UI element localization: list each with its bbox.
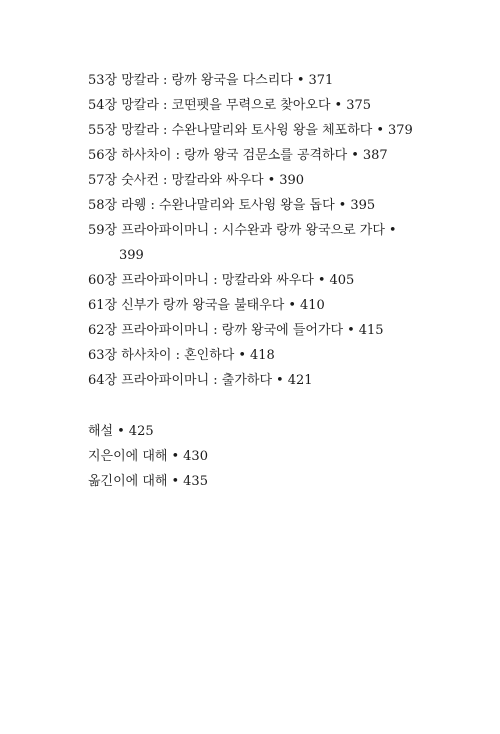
entry-bullet: • bbox=[117, 424, 125, 439]
entry-bullet: • bbox=[338, 198, 347, 213]
entry-bullet: • bbox=[296, 73, 305, 88]
entry-page: 395 bbox=[350, 198, 376, 213]
entry-page: 415 bbox=[358, 323, 384, 338]
toc-entry bbox=[88, 343, 418, 368]
entry-page: 421 bbox=[287, 373, 313, 388]
entry-title: 지은이에 대해 bbox=[88, 449, 168, 464]
entry-page: 399 bbox=[119, 248, 144, 263]
entry-bullet: • bbox=[276, 373, 284, 388]
entry-page: 387 bbox=[362, 148, 388, 163]
chapter-list bbox=[88, 68, 418, 393]
entry-page: 410 bbox=[300, 298, 325, 313]
entry-page: 379 bbox=[388, 123, 413, 138]
toc-entry bbox=[88, 444, 418, 469]
entry-title: 64장 프라아파이마니 : 출가하다 bbox=[88, 373, 273, 388]
entry-bullet: • bbox=[317, 273, 326, 288]
entry-page: 425 bbox=[128, 424, 154, 439]
toc-entry bbox=[88, 168, 418, 193]
toc-entry bbox=[88, 268, 418, 293]
entry-bullet: • bbox=[267, 173, 276, 188]
entry-title: 57장 숫사컨 : 망칼라와 싸우다 bbox=[88, 173, 264, 188]
entry-page: 371 bbox=[308, 73, 334, 88]
entry-bullet: • bbox=[334, 98, 343, 113]
appendix-list bbox=[88, 419, 418, 494]
entry-page: 375 bbox=[346, 98, 372, 113]
entry-title: 53장 망칼라 : 랑까 왕국을 다스리다 bbox=[88, 73, 293, 88]
entry-title: 옮긴이에 대해 bbox=[88, 474, 168, 489]
entry-page: 418 bbox=[250, 348, 275, 363]
entry-page: 390 bbox=[279, 173, 305, 188]
toc-entry bbox=[88, 469, 418, 494]
entry-title: 해설 bbox=[88, 424, 114, 439]
entry-title: 58장 라웽 : 수완나말리와 토사윙 왕을 돕다 bbox=[88, 198, 335, 213]
entry-bullet: • bbox=[351, 148, 359, 163]
entry-title: 60장 프라아파이마니 : 망칼라와 싸우다 bbox=[88, 273, 314, 288]
table-of-contents bbox=[88, 68, 418, 494]
entry-title: 62장 프라아파이마니 : 랑까 왕국에 들어가다 bbox=[88, 323, 344, 338]
toc-entry bbox=[88, 419, 418, 444]
toc-entry bbox=[88, 93, 418, 118]
entry-bullet: • bbox=[171, 474, 180, 489]
toc-entry bbox=[88, 368, 418, 393]
entry-title: 54장 망칼라 : 코떤펫을 무력으로 찾아오다 bbox=[88, 98, 331, 113]
entry-bullet: • bbox=[238, 348, 247, 363]
entry-title: 61장 신부가 랑까 왕국을 불태우다 bbox=[88, 298, 285, 313]
toc-entry bbox=[88, 193, 418, 218]
toc-entry bbox=[88, 218, 418, 268]
entry-bullet: • bbox=[171, 449, 180, 464]
entry-page: 430 bbox=[183, 449, 208, 464]
entry-title: 55장 망칼라 : 수완나말리와 토사윙 왕을 체포하다 bbox=[88, 123, 373, 138]
entry-bullet: • bbox=[376, 123, 384, 138]
entry-bullet: • bbox=[288, 298, 296, 313]
toc-entry bbox=[88, 293, 418, 318]
entry-title: 59장 프라아파이마니 : 시수완과 랑까 왕국으로 가다 bbox=[88, 223, 385, 238]
entry-page: 435 bbox=[183, 474, 208, 489]
entry-bullet: • bbox=[347, 323, 355, 338]
toc-entry bbox=[88, 143, 418, 168]
entry-title: 56장 하사차이 : 랑까 왕국 검문소를 공격하다 bbox=[88, 148, 348, 163]
toc-entry bbox=[88, 118, 418, 143]
toc-entry bbox=[88, 68, 418, 93]
entry-bullet: • bbox=[388, 223, 397, 238]
entry-title: 63장 하사차이 : 혼인하다 bbox=[88, 348, 235, 363]
toc-entry bbox=[88, 318, 418, 343]
entry-page: 405 bbox=[329, 273, 355, 288]
section-gap bbox=[88, 393, 418, 419]
